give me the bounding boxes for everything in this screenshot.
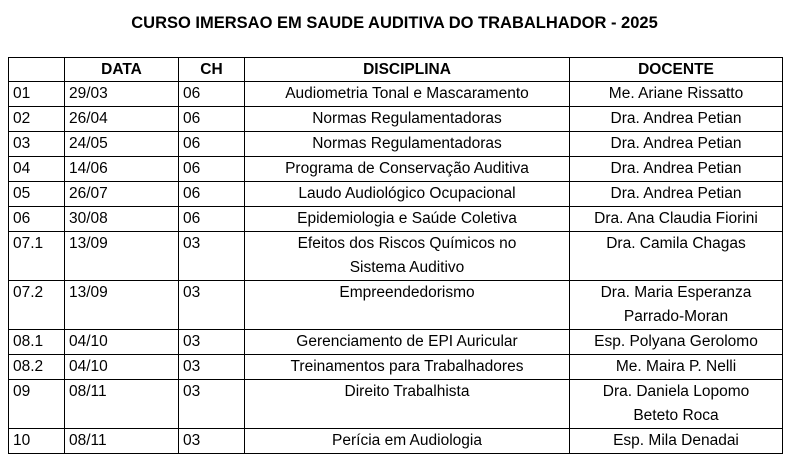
row-number: 08.2 [9,355,65,380]
table-row [9,330,783,355]
column-header-discipline: DISCIPLINA [245,58,570,82]
row-discipline [245,380,570,429]
discipline-line: Normas Regulamentadoras [312,135,502,152]
row-hours: 03 [179,355,245,380]
column-header-number [9,58,65,82]
row-date: 14/06 [65,157,179,182]
row-date: 29/03 [65,82,179,107]
teacher-line: Dra. Ana Claudia Fiorini [594,210,758,227]
table-row [9,132,783,157]
row-hours: 03 [179,380,245,429]
row-number: 02 [9,107,65,132]
row-hours: 03 [179,281,245,330]
row-number: 09 [9,380,65,429]
teacher-line: Esp. Mila Denadai [613,432,739,449]
table-row [9,429,783,454]
row-hours: 03 [179,232,245,281]
table-row [9,281,783,330]
row-teacher [570,281,783,330]
row-number: 08.1 [9,330,65,355]
teacher-line: Dra. Camila Chagas [606,235,746,252]
teacher-line: Parrado-Moran [623,308,729,325]
row-hours: 06 [179,182,245,207]
teacher-line: Me. Ariane Rissatto [608,85,744,102]
discipline-line: Gerenciamento de EPI Auricular [296,333,518,350]
row-hours: 06 [179,107,245,132]
table-row [9,82,783,107]
row-hours: 06 [179,132,245,157]
row-date: 24/05 [65,132,179,157]
row-hours: 03 [179,429,245,454]
row-teacher [570,107,783,132]
discipline-line: Epidemiologia e Saúde Coletiva [297,210,517,227]
discipline-line: Audiometria Tonal e Mascaramento [285,85,529,102]
row-date: 30/08 [65,207,179,232]
row-discipline [245,330,570,355]
row-teacher [570,232,783,281]
table-body [9,82,783,454]
teacher-line: Beteto Roca [633,407,719,424]
discipline-line: Normas Regulamentadoras [312,110,502,127]
schedule-table [8,57,783,454]
row-number: 03 [9,132,65,157]
row-teacher [570,330,783,355]
table-header-row [9,58,783,82]
column-header-date: DATA [65,58,179,82]
discipline-line: Direito Trabalhista [344,383,470,400]
row-teacher [570,207,783,232]
table-row [9,157,783,182]
table-row [9,380,783,429]
row-hours: 06 [179,82,245,107]
row-date: 04/10 [65,330,179,355]
teacher-line: Dra. Andrea Petian [610,160,742,177]
row-date: 13/09 [65,281,179,330]
row-discipline [245,182,570,207]
discipline-line: Empreendedorismo [339,284,475,301]
row-discipline [245,157,570,182]
row-teacher [570,182,783,207]
row-number: 10 [9,429,65,454]
table-row [9,207,783,232]
teacher-line: Dra. Daniela Lopomo [602,383,750,400]
discipline-line: Perícia em Audiologia [332,432,482,449]
table-row [9,355,783,380]
discipline-line: Programa de Conservação Auditiva [285,160,529,177]
row-discipline [245,207,570,232]
teacher-line: Dra. Andrea Petian [610,185,742,202]
row-teacher [570,355,783,380]
table-row [9,107,783,132]
row-number: 06 [9,207,65,232]
teacher-line: Dra. Maria Esperanza [600,284,752,301]
row-hours: 03 [179,330,245,355]
row-discipline [245,232,570,281]
row-teacher [570,132,783,157]
row-date: 08/11 [65,380,179,429]
row-number: 07.1 [9,232,65,281]
discipline-line: Treinamentos para Trabalhadores [290,358,524,375]
row-teacher [570,380,783,429]
row-discipline [245,107,570,132]
teacher-line: Me. Maira P. Nelli [615,358,737,375]
row-number: 01 [9,82,65,107]
teacher-line: Dra. Andrea Petian [610,110,742,127]
teacher-line: Esp. Polyana Gerolomo [594,333,758,350]
table-row [9,182,783,207]
row-hours: 06 [179,157,245,182]
discipline-line: Laudo Audiológico Ocupacional [298,185,516,202]
row-teacher [570,157,783,182]
row-number: 04 [9,157,65,182]
row-number: 05 [9,182,65,207]
column-header-teacher: DOCENTE [570,58,783,82]
teacher-line: Dra. Andrea Petian [610,135,742,152]
row-teacher [570,82,783,107]
row-discipline [245,82,570,107]
row-hours: 06 [179,207,245,232]
row-date: 13/09 [65,232,179,281]
row-number: 07.2 [9,281,65,330]
discipline-line: Efeitos dos Riscos Químicos no [297,235,517,252]
row-date: 26/07 [65,182,179,207]
discipline-line: Sistema Auditivo [349,259,465,276]
row-discipline [245,355,570,380]
row-teacher [570,429,783,454]
row-discipline [245,132,570,157]
row-date: 08/11 [65,429,179,454]
row-discipline [245,281,570,330]
row-date: 04/10 [65,355,179,380]
column-header-ch: CH [179,58,245,82]
row-discipline [245,429,570,454]
row-date: 26/04 [65,107,179,132]
table-row [9,232,783,281]
page-title: CURSO IMERSAO EM SAUDE AUDITIVA DO TRABALHADOR - 2025 [131,14,658,32]
